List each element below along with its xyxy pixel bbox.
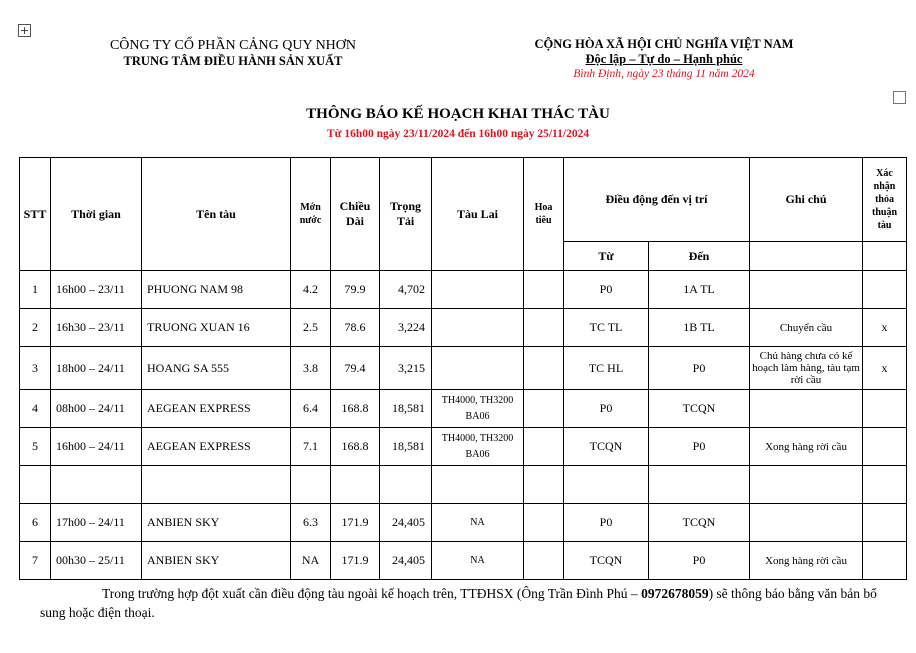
cell-ship [142, 466, 291, 504]
cell-time: 16h00 – 23/11 [51, 271, 142, 309]
table-row [20, 466, 907, 504]
cell-draft: 3.8 [291, 347, 331, 390]
header-time: Thời gian [51, 158, 142, 271]
cell-time: 18h00 – 24/11 [51, 347, 142, 390]
cell-tug [432, 466, 524, 504]
cell-time: 17h00 – 24/11 [51, 504, 142, 542]
cell-pilot [524, 542, 564, 580]
cell-confirm [863, 271, 907, 309]
cell-to: P0 [649, 542, 750, 580]
cell-confirm: x [863, 309, 907, 347]
table-row [20, 504, 907, 542]
cell-time: 16h30 – 23/11 [51, 309, 142, 347]
cell-confirm [863, 466, 907, 504]
national-motto: Độc lập – Tự do – Hạnh phúc [585, 52, 743, 66]
cell-stt: 5 [20, 428, 51, 466]
cell-to [649, 466, 750, 504]
nation-name: CỘNG HÒA XÃ HỘI CHỦ NGHĨA VIỆT NAM [534, 37, 794, 51]
cell-tug [432, 309, 524, 347]
cell-stt: 6 [20, 504, 51, 542]
cell-tug [432, 271, 524, 309]
cell-ship: AEGEAN EXPRESS [142, 428, 291, 466]
cell-from: P0 [564, 390, 649, 428]
cell-ship: HOANG SA 555 [142, 347, 291, 390]
header-ship-name: Tên tàu [142, 158, 291, 271]
cell-stt: 4 [20, 390, 51, 428]
cell-confirm [863, 542, 907, 580]
cell-stt: 7 [20, 542, 51, 580]
footer-text-before: Trong trường hợp đột xuất cần điều động tàu ngoài kế hoạch trên, TTĐHSX (Ông Trần Đình Phú – [102, 586, 642, 601]
header-tonnage: Trọng Tải [380, 158, 432, 271]
cell-from [564, 466, 649, 504]
cell-time: 08h00 – 24/11 [51, 390, 142, 428]
cell-tonnage: 24,405 [380, 542, 432, 580]
cell-stt: 3 [20, 347, 51, 390]
cell-tonnage [380, 466, 432, 504]
header-note: Ghi chú [750, 158, 863, 242]
cell-pilot [524, 309, 564, 347]
cell-draft: NA [291, 542, 331, 580]
cell-pilot [524, 390, 564, 428]
cell-length: 171.9 [331, 542, 380, 580]
cell-note [750, 271, 863, 309]
cell-tonnage: 18,581 [380, 390, 432, 428]
footer-text-after: ) sẽ thông báo bằng văn bản bổ sung hoặc điện thoại. [40, 586, 877, 620]
cell-note [750, 390, 863, 428]
cell-note: Xong hàng rời cầu [750, 428, 863, 466]
cell-tonnage: 24,405 [380, 504, 432, 542]
cell-tonnage: 3,224 [380, 309, 432, 347]
cell-length: 79.9 [331, 271, 380, 309]
cell-note [750, 504, 863, 542]
cell-stt: 1 [20, 271, 51, 309]
cell-length: 171.9 [331, 504, 380, 542]
header-move-to: Điều động đến vị trí [564, 158, 750, 242]
cell-length: 168.8 [331, 390, 380, 428]
table-row [20, 309, 907, 347]
national-header [505, 37, 823, 82]
cell-confirm [863, 390, 907, 428]
document-title: THÔNG BÁO KẾ HOẠCH KHAI THÁC TÀU [306, 106, 610, 122]
cell-confirm [863, 428, 907, 466]
cell-ship: TRUONG XUAN 16 [142, 309, 291, 347]
cell-from: TCQN [564, 542, 649, 580]
cell-tug [432, 347, 524, 390]
cell-from: P0 [564, 271, 649, 309]
header-to: Đến [649, 242, 750, 271]
company-header [88, 38, 378, 68]
checkbox-marker [893, 91, 906, 104]
document-date: Bình Định, ngày 23 tháng 11 năm 2024 [573, 68, 755, 80]
header-stt: STT [20, 158, 51, 271]
cell-draft: 4.2 [291, 271, 331, 309]
cell-to: P0 [649, 347, 750, 390]
table-move-handle-icon[interactable]: + [19, 24, 30, 37]
cell-stt [20, 466, 51, 504]
table-row [20, 271, 907, 309]
cell-pilot [524, 466, 564, 504]
header-confirm: Xác nhận thỏa thuận tàu [863, 158, 907, 242]
cell-pilot [524, 504, 564, 542]
cell-ship: ANBIEN SKY [142, 504, 291, 542]
cell-to: TCQN [649, 504, 750, 542]
cell-tonnage: 4,702 [380, 271, 432, 309]
cell-from: TC HL [564, 347, 649, 390]
header-tug: Tàu Lai [432, 158, 524, 271]
cell-pilot [524, 271, 564, 309]
cell-confirm: x [863, 347, 907, 390]
vessel-schedule-table [19, 157, 907, 580]
cell-tug: NA [432, 504, 524, 542]
cell-length: 168.8 [331, 428, 380, 466]
header-note-sub [750, 242, 863, 271]
header-length: Chiều Dài [331, 158, 380, 271]
cell-draft: 6.3 [291, 504, 331, 542]
cell-ship: ANBIEN SKY [142, 542, 291, 580]
footer-note [40, 584, 880, 622]
table-row [20, 428, 907, 466]
cell-from: TCQN [564, 428, 649, 466]
cell-tug: TH4000, TH3200 BA06 [432, 390, 524, 428]
cell-note: Chuyển cầu [750, 309, 863, 347]
cell-draft [291, 466, 331, 504]
cell-time: 00h30 – 25/11 [51, 542, 142, 580]
cell-stt: 2 [20, 309, 51, 347]
cell-to: TCQN [649, 390, 750, 428]
cell-tonnage: 3,215 [380, 347, 432, 390]
cell-to: 1B TL [649, 309, 750, 347]
cell-note: Chủ hàng chưa có kế hoạch làm hàng, tàu tạm rời cầu [750, 347, 863, 390]
cell-to: P0 [649, 428, 750, 466]
footer-phone: 0972678059 [641, 586, 709, 601]
cell-length [331, 466, 380, 504]
document-subtitle: Từ 16h00 ngày 23/11/2024 đến 16h00 ngày 25/11/2024 [326, 128, 590, 140]
header-draft: Mớn nước [291, 158, 331, 271]
cell-pilot [524, 428, 564, 466]
cell-to: 1A TL [649, 271, 750, 309]
cell-note: Xong hàng rời cầu [750, 542, 863, 580]
cell-from: P0 [564, 504, 649, 542]
header-from: Từ [564, 242, 649, 271]
cell-time [51, 466, 142, 504]
cell-tug: TH4000, TH3200 BA06 [432, 428, 524, 466]
cell-length: 78.6 [331, 309, 380, 347]
table-row [20, 347, 907, 390]
cell-confirm [863, 504, 907, 542]
cell-time: 16h00 – 24/11 [51, 428, 142, 466]
cell-ship: AEGEAN EXPRESS [142, 390, 291, 428]
header-confirm-sub [863, 242, 907, 271]
cell-length: 79.4 [331, 347, 380, 390]
cell-tug: NA [432, 542, 524, 580]
cell-note [750, 466, 863, 504]
company-name: CÔNG TY CỔ PHẦN CẢNG QUY NHƠN [109, 38, 357, 53]
cell-from: TC TL [564, 309, 649, 347]
cell-draft: 2.5 [291, 309, 331, 347]
table-row [20, 542, 907, 580]
cell-ship: PHUONG NAM 98 [142, 271, 291, 309]
cell-tonnage: 18,581 [380, 428, 432, 466]
cell-draft: 7.1 [291, 428, 331, 466]
department-name: TRUNG TÂM ĐIỀU HÀNH SẢN XUẤT [123, 54, 343, 68]
table-row [20, 390, 907, 428]
cell-draft: 6.4 [291, 390, 331, 428]
cell-pilot [524, 347, 564, 390]
header-pilot: Hoa tiêu [524, 158, 564, 271]
